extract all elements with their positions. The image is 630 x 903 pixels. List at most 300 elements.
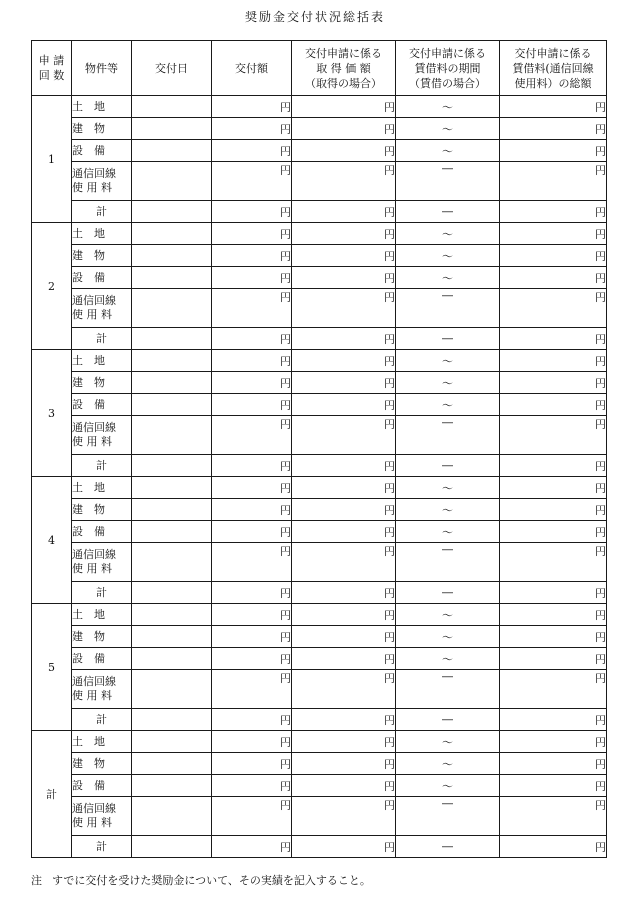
yen-unit: 円 [384, 227, 395, 241]
yen-unit: 円 [595, 205, 606, 219]
period-tilde: ～ [442, 652, 453, 666]
amount-cell[interactable] [212, 626, 292, 648]
rent-period-cell[interactable] [396, 648, 500, 670]
acquisition-price-cell[interactable] [292, 328, 396, 350]
date-cell[interactable] [132, 753, 212, 775]
table-row [32, 96, 607, 118]
period-tilde: ～ [442, 779, 453, 793]
item-label-line: 使 用 料 [72, 816, 112, 829]
rent-period-cell[interactable] [396, 289, 500, 328]
rent-total-cell[interactable] [500, 416, 607, 455]
date-cell[interactable] [132, 416, 212, 455]
item-label: 建 物 [72, 753, 132, 775]
yen-unit: 円 [384, 779, 395, 793]
rent-total-cell[interactable] [500, 648, 607, 670]
yen-unit: 円 [280, 418, 291, 431]
rent-total-cell[interactable] [500, 836, 607, 858]
item-label-line: 使 用 料 [72, 308, 112, 321]
rent-total-cell[interactable] [500, 223, 607, 245]
amount-cell[interactable] [212, 245, 292, 267]
yen-unit: 円 [595, 608, 606, 622]
yen-unit: 円 [280, 840, 291, 854]
yen-unit: 円 [595, 840, 606, 854]
table-row [32, 140, 607, 162]
yen-unit: 円 [384, 418, 395, 431]
table-row [32, 477, 607, 499]
item-label-total: 計 [72, 328, 132, 350]
header-acq-line: 取 得 価 額 [316, 61, 371, 75]
rent-period-cell[interactable] [396, 521, 500, 543]
date-cell[interactable] [132, 477, 212, 499]
acquisition-price-cell[interactable] [292, 797, 396, 836]
date-cell[interactable] [132, 245, 212, 267]
acquisition-price-cell[interactable] [292, 582, 396, 604]
period-tilde: ～ [442, 735, 453, 749]
yen-unit: 円 [595, 122, 606, 136]
yen-unit: 円 [384, 100, 395, 114]
acquisition-price-cell[interactable] [292, 709, 396, 731]
acquisition-price-cell[interactable] [292, 543, 396, 582]
acquisition-price-cell[interactable] [292, 731, 396, 753]
yen-unit: 円 [280, 586, 291, 600]
amount-cell[interactable] [212, 394, 292, 416]
rent-period-cell[interactable] [396, 245, 500, 267]
item-label-total: 計 [72, 709, 132, 731]
date-cell[interactable] [132, 118, 212, 140]
rent-period-cell[interactable] [396, 223, 500, 245]
table-row [32, 245, 607, 267]
yen-unit: 円 [280, 672, 291, 685]
rent-total-cell[interactable] [500, 477, 607, 499]
date-cell[interactable] [132, 455, 212, 477]
acquisition-price-cell[interactable] [292, 394, 396, 416]
period-dash: ― [442, 162, 453, 175]
amount-cell[interactable] [212, 140, 292, 162]
rent-period-cell[interactable] [396, 477, 500, 499]
rent-total-cell[interactable] [500, 670, 607, 709]
rent-period-cell[interactable] [396, 626, 500, 648]
item-label-total: 計 [72, 582, 132, 604]
acquisition-price-cell[interactable] [292, 140, 396, 162]
period-tilde: ～ [442, 630, 453, 644]
round-number: 5 [32, 604, 72, 731]
date-cell[interactable] [132, 604, 212, 626]
yen-unit: 円 [280, 757, 291, 771]
rent-period-cell[interactable] [396, 499, 500, 521]
table-row-subtotal [32, 201, 607, 223]
rent-period-cell[interactable] [396, 394, 500, 416]
date-cell[interactable] [132, 543, 212, 582]
acquisition-price-cell[interactable] [292, 670, 396, 709]
period-tilde: ～ [442, 376, 453, 390]
table-row [32, 267, 607, 289]
amount-cell[interactable] [212, 753, 292, 775]
amount-cell[interactable] [212, 797, 292, 836]
rent-total-cell[interactable] [500, 753, 607, 775]
item-label: 土 地 [72, 604, 132, 626]
acquisition-price-cell[interactable] [292, 626, 396, 648]
header-round [32, 41, 72, 96]
date-cell[interactable] [132, 140, 212, 162]
amount-cell[interactable] [212, 477, 292, 499]
header-round-line: 申 請 [38, 54, 65, 67]
amount-cell[interactable] [212, 267, 292, 289]
period-dash: ― [442, 840, 453, 853]
table-row [32, 753, 607, 775]
acquisition-price-cell[interactable] [292, 350, 396, 372]
date-cell[interactable] [132, 836, 212, 858]
date-cell[interactable] [132, 289, 212, 328]
acquisition-price-cell[interactable] [292, 836, 396, 858]
date-cell[interactable] [132, 521, 212, 543]
yen-unit: 円 [595, 376, 606, 390]
yen-unit: 円 [595, 100, 606, 114]
table-row-subtotal [32, 836, 607, 858]
item-label: 土 地 [72, 477, 132, 499]
item-label-line: 使 用 料 [72, 435, 112, 448]
rent-total-cell[interactable] [500, 118, 607, 140]
yen-unit: 円 [384, 271, 395, 285]
rent-total-cell[interactable] [500, 140, 607, 162]
item-label-total: 計 [72, 455, 132, 477]
rent-total-cell[interactable] [500, 201, 607, 223]
item-label-line-fee [72, 670, 132, 709]
yen-unit: 円 [280, 354, 291, 368]
rent-period-cell[interactable] [396, 709, 500, 731]
table-row [32, 499, 607, 521]
yen-unit: 円 [595, 713, 606, 727]
rent-total-cell[interactable] [500, 96, 607, 118]
acquisition-price-cell[interactable] [292, 455, 396, 477]
yen-unit: 円 [280, 799, 291, 812]
yen-unit: 円 [280, 713, 291, 727]
date-cell[interactable] [132, 499, 212, 521]
acquisition-price-cell[interactable] [292, 96, 396, 118]
period-tilde: ～ [442, 481, 453, 495]
item-label-line-fee [72, 416, 132, 455]
amount-cell[interactable] [212, 162, 292, 201]
rent-total-cell[interactable] [500, 499, 607, 521]
yen-unit: 円 [280, 376, 291, 390]
date-cell[interactable] [132, 394, 212, 416]
yen-unit: 円 [595, 630, 606, 644]
rent-total-cell[interactable] [500, 394, 607, 416]
rent-period-cell[interactable] [396, 96, 500, 118]
rent-total-cell[interactable] [500, 350, 607, 372]
acquisition-price-cell[interactable] [292, 372, 396, 394]
acquisition-price-cell[interactable] [292, 289, 396, 328]
round-number: 3 [32, 350, 72, 477]
table-row [32, 604, 607, 626]
amount-cell[interactable] [212, 96, 292, 118]
acquisition-price-cell[interactable] [292, 753, 396, 775]
rent-total-cell[interactable] [500, 626, 607, 648]
footnote [31, 872, 371, 888]
table-row [32, 394, 607, 416]
rent-period-cell[interactable] [396, 775, 500, 797]
acquisition-price-cell[interactable] [292, 648, 396, 670]
yen-unit: 円 [280, 481, 291, 495]
round-number: 4 [32, 477, 72, 604]
yen-unit: 円 [595, 332, 606, 346]
yen-unit: 円 [384, 586, 395, 600]
yen-unit: 円 [280, 779, 291, 793]
rent-total-cell[interactable] [500, 731, 607, 753]
amount-cell[interactable] [212, 836, 292, 858]
yen-unit: 円 [280, 271, 291, 285]
item-label-line-fee [72, 162, 132, 201]
date-cell[interactable] [132, 775, 212, 797]
yen-unit: 円 [384, 672, 395, 685]
table-row [32, 521, 607, 543]
date-cell[interactable] [132, 162, 212, 201]
item-label-line: 使 用 料 [72, 181, 112, 194]
yen-unit: 円 [280, 291, 291, 304]
amount-cell[interactable] [212, 648, 292, 670]
yen-unit: 円 [595, 779, 606, 793]
table-row-subtotal [32, 582, 607, 604]
yen-unit: 円 [595, 459, 606, 473]
date-cell[interactable] [132, 709, 212, 731]
acquisition-price-cell[interactable] [292, 477, 396, 499]
date-cell[interactable] [132, 223, 212, 245]
table-row [32, 797, 607, 836]
amount-cell[interactable] [212, 709, 292, 731]
amount-cell[interactable] [212, 670, 292, 709]
period-tilde: ～ [442, 271, 453, 285]
amount-cell[interactable] [212, 223, 292, 245]
yen-unit: 円 [595, 398, 606, 412]
amount-cell[interactable] [212, 372, 292, 394]
table-row [32, 118, 607, 140]
acquisition-price-cell[interactable] [292, 201, 396, 223]
rent-total-cell[interactable] [500, 775, 607, 797]
item-label: 設 備 [72, 267, 132, 289]
rent-period-cell[interactable] [396, 267, 500, 289]
yen-unit: 円 [280, 100, 291, 114]
header-date: 交付日 [132, 41, 212, 96]
period-dash: ― [442, 670, 453, 683]
yen-unit: 円 [280, 164, 291, 177]
yen-unit: 円 [384, 713, 395, 727]
yen-unit: 円 [595, 418, 606, 431]
round-number: 計 [32, 731, 72, 858]
item-label-line-fee [72, 797, 132, 836]
amount-cell[interactable] [212, 543, 292, 582]
yen-unit: 円 [384, 503, 395, 517]
amount-cell[interactable] [212, 328, 292, 350]
yen-unit: 円 [595, 652, 606, 666]
rent-total-cell[interactable] [500, 521, 607, 543]
header-rent-line: 賃借料(通信回線 [512, 61, 594, 75]
yen-unit: 円 [384, 652, 395, 666]
yen-unit: 円 [595, 354, 606, 368]
rent-total-cell[interactable] [500, 372, 607, 394]
rent-total-cell[interactable] [500, 267, 607, 289]
yen-unit: 円 [595, 735, 606, 749]
rent-total-cell[interactable] [500, 455, 607, 477]
round-number: 2 [32, 223, 72, 350]
period-tilde: ～ [442, 608, 453, 622]
period-tilde: ～ [442, 122, 453, 136]
rent-period-cell[interactable] [396, 753, 500, 775]
date-cell[interactable] [132, 96, 212, 118]
date-cell[interactable] [132, 201, 212, 223]
rent-period-cell[interactable] [396, 328, 500, 350]
yen-unit: 円 [280, 545, 291, 558]
item-label: 土 地 [72, 350, 132, 372]
amount-cell[interactable] [212, 775, 292, 797]
header-acquisition-price [292, 41, 396, 96]
acquisition-price-cell[interactable] [292, 416, 396, 455]
yen-unit: 円 [384, 291, 395, 304]
date-cell[interactable] [132, 626, 212, 648]
period-dash: ― [442, 586, 453, 599]
acquisition-price-cell[interactable] [292, 499, 396, 521]
acquisition-price-cell[interactable] [292, 775, 396, 797]
yen-unit: 円 [595, 525, 606, 539]
date-cell[interactable] [132, 582, 212, 604]
yen-unit: 円 [384, 122, 395, 136]
yen-unit: 円 [384, 799, 395, 812]
period-dash: ― [442, 713, 453, 726]
acquisition-price-cell[interactable] [292, 267, 396, 289]
yen-unit: 円 [280, 227, 291, 241]
rent-total-cell[interactable] [500, 604, 607, 626]
yen-unit: 円 [595, 271, 606, 285]
rent-period-cell[interactable] [396, 118, 500, 140]
amount-cell[interactable] [212, 455, 292, 477]
rent-period-cell[interactable] [396, 416, 500, 455]
rent-total-cell[interactable] [500, 289, 607, 328]
yen-unit: 円 [595, 481, 606, 495]
rent-period-cell[interactable] [396, 372, 500, 394]
amount-cell[interactable] [212, 521, 292, 543]
round-number: 1 [32, 96, 72, 223]
rent-period-cell[interactable] [396, 604, 500, 626]
yen-unit: 円 [595, 672, 606, 685]
acquisition-price-cell[interactable] [292, 521, 396, 543]
acquisition-price-cell[interactable] [292, 162, 396, 201]
amount-cell[interactable] [212, 350, 292, 372]
yen-unit: 円 [595, 799, 606, 812]
period-tilde: ～ [442, 503, 453, 517]
table-row-subtotal [32, 455, 607, 477]
table-row-subtotal [32, 328, 607, 350]
yen-unit: 円 [384, 481, 395, 495]
date-cell[interactable] [132, 267, 212, 289]
yen-unit: 円 [595, 503, 606, 517]
amount-cell[interactable] [212, 201, 292, 223]
date-cell[interactable] [132, 328, 212, 350]
rent-total-cell[interactable] [500, 162, 607, 201]
acquisition-price-cell[interactable] [292, 245, 396, 267]
yen-unit: 円 [280, 630, 291, 644]
amount-cell[interactable] [212, 289, 292, 328]
amount-cell[interactable] [212, 118, 292, 140]
date-cell[interactable] [132, 731, 212, 753]
rent-period-cell[interactable] [396, 201, 500, 223]
item-label-line: 通信回線 [72, 421, 116, 434]
table-row [32, 648, 607, 670]
header-period-line: 交付申請に係る [409, 46, 486, 60]
period-tilde: ～ [442, 227, 453, 241]
amount-cell[interactable] [212, 499, 292, 521]
item-label-line-fee [72, 289, 132, 328]
yen-unit: 円 [595, 291, 606, 304]
yen-unit: 円 [595, 227, 606, 241]
table-row [32, 223, 607, 245]
yen-unit: 円 [384, 735, 395, 749]
rent-period-cell[interactable] [396, 731, 500, 753]
rent-total-cell[interactable] [500, 709, 607, 731]
period-tilde: ～ [442, 757, 453, 771]
item-label-line: 通信回線 [72, 548, 116, 561]
item-label: 建 物 [72, 372, 132, 394]
item-label: 土 地 [72, 96, 132, 118]
footnote-label: 注 [31, 874, 42, 887]
item-label-line: 通信回線 [72, 802, 116, 815]
rent-period-cell[interactable] [396, 350, 500, 372]
yen-unit: 円 [595, 144, 606, 158]
rent-period-cell[interactable] [396, 140, 500, 162]
item-label-line: 通信回線 [72, 167, 116, 180]
rent-period-cell[interactable] [396, 455, 500, 477]
yen-unit: 円 [280, 735, 291, 749]
date-cell[interactable] [132, 350, 212, 372]
table-row [32, 350, 607, 372]
amount-cell[interactable] [212, 416, 292, 455]
amount-cell[interactable] [212, 604, 292, 626]
date-cell[interactable] [132, 372, 212, 394]
rent-period-cell[interactable] [396, 670, 500, 709]
date-cell[interactable] [132, 670, 212, 709]
item-label: 建 物 [72, 499, 132, 521]
rent-total-cell[interactable] [500, 797, 607, 836]
rent-total-cell[interactable] [500, 245, 607, 267]
rent-period-cell[interactable] [396, 836, 500, 858]
rent-period-cell[interactable] [396, 582, 500, 604]
table-row [32, 670, 607, 709]
rent-total-cell[interactable] [500, 543, 607, 582]
table-row [32, 731, 607, 753]
date-cell[interactable] [132, 797, 212, 836]
header-rent-period [396, 41, 500, 96]
rent-total-cell[interactable] [500, 582, 607, 604]
yen-unit: 円 [384, 249, 395, 263]
rent-total-cell[interactable] [500, 328, 607, 350]
rent-period-cell[interactable] [396, 162, 500, 201]
acquisition-price-cell[interactable] [292, 604, 396, 626]
item-label: 設 備 [72, 648, 132, 670]
amount-cell[interactable] [212, 582, 292, 604]
amount-cell[interactable] [212, 731, 292, 753]
table-row [32, 162, 607, 201]
footnote-text: すでに交付を受けた奨励金について、その実績を記入すること。 [52, 874, 371, 887]
table-row [32, 416, 607, 455]
yen-unit: 円 [384, 757, 395, 771]
rent-period-cell[interactable] [396, 543, 500, 582]
rent-period-cell[interactable] [396, 797, 500, 836]
acquisition-price-cell[interactable] [292, 118, 396, 140]
item-label: 土 地 [72, 223, 132, 245]
item-label-line: 使 用 料 [72, 689, 112, 702]
date-cell[interactable] [132, 648, 212, 670]
yen-unit: 円 [280, 652, 291, 666]
acquisition-price-cell[interactable] [292, 223, 396, 245]
yen-unit: 円 [595, 545, 606, 558]
yen-unit: 円 [280, 144, 291, 158]
